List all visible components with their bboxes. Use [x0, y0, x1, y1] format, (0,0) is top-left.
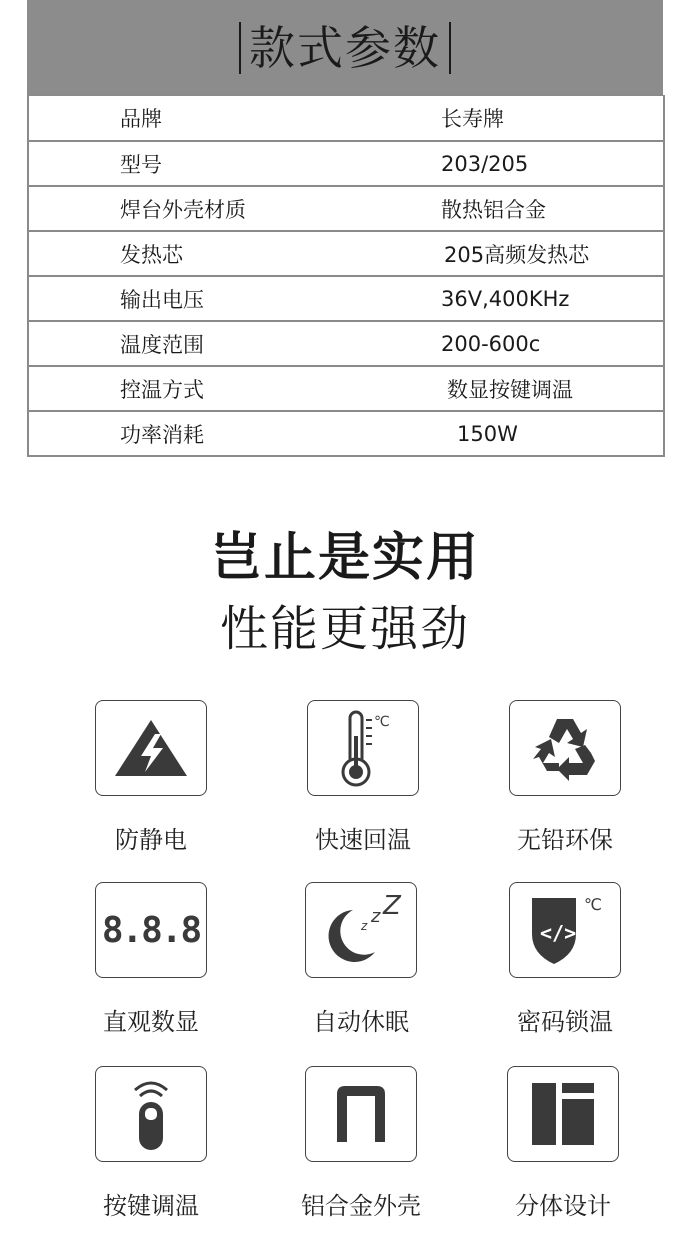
feature-label: 直观数显 [103, 1008, 199, 1036]
spec-row [29, 230, 663, 275]
spec-value: 36V,400KHz [441, 286, 570, 311]
feature-label: 无铅环保 [517, 826, 613, 854]
spec-key: 发热芯 [120, 242, 183, 267]
headline-secondary: 性能更强劲 [219, 601, 470, 657]
anti-static-icon [111, 716, 191, 780]
feature-icon-box [509, 700, 621, 796]
feature-label: 自动休眠 [313, 1008, 409, 1036]
svg-text:z: z [371, 906, 381, 927]
button-press-icon [121, 1072, 181, 1156]
aluminum-shell-icon [331, 1082, 391, 1146]
split-design-icon [528, 1079, 598, 1149]
spec-key: 控温方式 [120, 377, 204, 402]
spec-key: 品牌 [120, 107, 162, 131]
svg-text:z: z [361, 919, 368, 933]
feature-icon-box [305, 1066, 417, 1162]
spec-row [29, 140, 663, 185]
spec-table [27, 95, 665, 457]
feature-button-control [66, 1066, 236, 1221]
feature-split-design [478, 1066, 648, 1221]
svg-text:</>: </> [540, 921, 577, 945]
spec-key: 输出电压 [120, 287, 204, 312]
spec-row [29, 185, 663, 230]
shield-unit: ℃ [584, 895, 602, 914]
feature-aluminum-shell [276, 1066, 446, 1221]
headline-primary: 岂止是实用 [209, 528, 480, 588]
feature-label: 铝合金外壳 [301, 1192, 421, 1220]
feature-icon-box [305, 882, 417, 978]
thermometer-unit: ℃ [374, 714, 390, 730]
spec-key: 型号 [120, 152, 162, 177]
spec-value: 长寿牌 [441, 107, 504, 131]
feature-digital-display [66, 882, 236, 1037]
feature-icon-box [95, 700, 207, 796]
spec-key: 温度范围 [120, 332, 204, 357]
feature-label: 按键调温 [103, 1192, 199, 1220]
spec-value: 200-600c [441, 331, 541, 356]
feature-lead-free [480, 700, 650, 855]
feature-icon-box [307, 700, 419, 796]
svg-text:Z: Z [383, 892, 401, 921]
spec-row [29, 410, 663, 455]
spec-value: 150W [457, 421, 518, 446]
spec-key: 焊台外壳材质 [120, 197, 246, 222]
feature-icon-box [95, 882, 207, 978]
digital-display-icon: 8.8.8 [101, 909, 201, 951]
spec-value: 散热铝合金 [441, 197, 546, 222]
feature-label: 分体设计 [515, 1192, 611, 1220]
spec-header [27, 0, 663, 95]
feature-auto-sleep [276, 882, 446, 1037]
feature-label: 密码锁温 [517, 1008, 613, 1036]
spec-title: 款式参数 [239, 22, 451, 74]
recycle-icon [529, 713, 601, 783]
feature-icon-box [507, 1066, 619, 1162]
sleep-moon-icon [319, 892, 403, 968]
spec-row [29, 320, 663, 365]
spec-value: 205高频发热芯 [444, 242, 590, 267]
spec-value: 数显按键调温 [447, 377, 573, 402]
thermometer-icon [328, 706, 398, 790]
feature-label: 防静电 [115, 826, 187, 854]
spec-row [29, 275, 663, 320]
feature-icon-box [509, 882, 621, 978]
feature-icon-box [95, 1066, 207, 1162]
spec-row [29, 95, 663, 140]
spec-row [29, 365, 663, 410]
feature-password-lock [480, 882, 650, 1037]
feature-fast-recovery [278, 700, 448, 855]
shield-code-icon [520, 890, 610, 970]
feature-label: 快速回温 [315, 826, 411, 854]
feature-anti-static [66, 700, 236, 855]
spec-value: 203/205 [441, 151, 529, 176]
spec-key: 功率消耗 [120, 422, 204, 447]
